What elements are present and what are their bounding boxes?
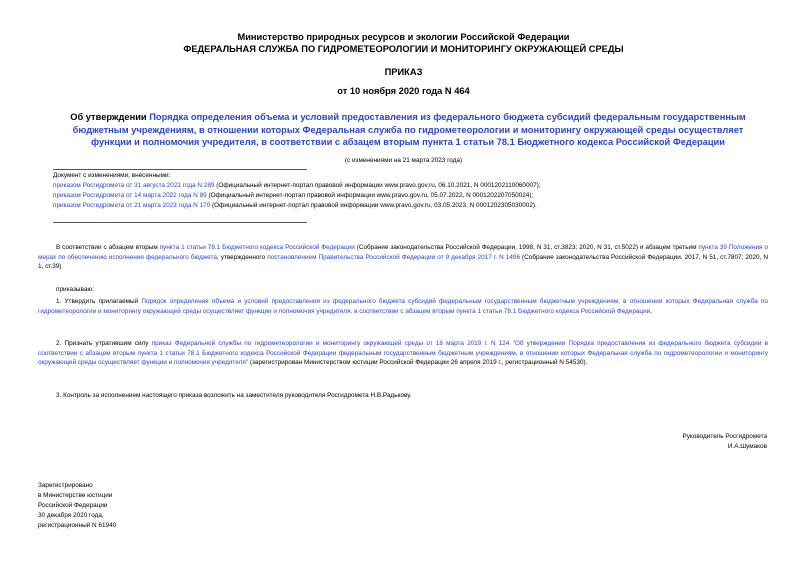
divider-top (53, 169, 307, 170)
registration-line: в Министерстве юстиции (38, 492, 113, 499)
preamble-text-1: В соответствии с абзацем вторым (56, 244, 160, 251)
preamble-link-budget-code[interactable]: пункта 1 статьи 78.1 Бюджетного кодекса Российской Федерации (159, 244, 355, 251)
signature-position: Руководитель Росгидромета (682, 433, 767, 440)
order-item-1 (38, 297, 768, 316)
document-date: от 10 ноября 2020 года N 464 (337, 86, 470, 96)
title-link[interactable]: Порядка определения объема и условий предоставления из федерального бюджета субсидий федеральным государственным бюджетным учреждениям, в отношении которых Федеральная служба по гидрометеорологии и мониторингу окружающей среды осуществляет функции и полномочия учредителя, в соответствии с абзацем вторым пункта 1 статьи 78.1 Бюджетного кодекса Российской Федерации (72, 112, 746, 147)
changes-heading: Документ с изменениями, внесенными: (53, 172, 171, 179)
revision-note: (с изменениями на 21 марта 2023 года) (344, 157, 463, 164)
order-item-2 (38, 339, 768, 368)
document-title (58, 111, 758, 149)
change-text-3: (Официальный интернет-портал правовой информации www.pravo.gov.ru, 03.05.2023, N 0001202305030002). (210, 202, 537, 209)
item2-link-order[interactable]: приказ Федеральной службы по гидрометеорологии и мониторингу окружающей среды от 18 марта 2019 г. N 124 "Об утверждении Порядка предоставления из федерального бюджета субсидии в соответствии с абзацем вторым пункта 1 статьи 78.1 Бюджетного кодекса Российской Федерации федеральным государственным бюджетным учреждениям, в отношении которых Федеральная служба по гидрометеорологии и мониторингу окружающей среды осуществляет функции и полномочия учредителя" (38, 340, 768, 367)
service-name: ФЕДЕРАЛЬНАЯ СЛУЖБА ПО ГИДРОМЕТЕОРОЛОГИИ И МОНИТОРИНГУ ОКРУЖАЮЩЕЙ СРЕДЫ (183, 44, 624, 54)
signature-block (682, 432, 767, 452)
item1-text-2: . (650, 307, 653, 315)
signature-name: И.А.Шумаков (727, 443, 767, 450)
changes-list (53, 171, 753, 211)
preamble-text-3: , утвержденного (216, 253, 268, 261)
change-text-2: (Официальный интернет-портал правовой информации www.pravo.gov.ru, 05.07.2022, N 0001202207050024); (206, 192, 534, 199)
registration-line: Российской Федерации (38, 502, 108, 509)
change-item (53, 201, 753, 211)
item1-text-1: 1. Утвердить прилагаемый (56, 298, 142, 305)
registration-line: Зарегистрировано (38, 482, 93, 489)
preamble-link-regulation[interactable]: пункта 39 Положения о мерах по обеспечению исполнения федерального бюджета (38, 244, 768, 261)
change-text-1: (Официальный интернет-портал правовой информации www.pravo.gov.ru, 06.10.2021, N 0001202110060007); (214, 182, 541, 189)
document-type: ПРИКАЗ (384, 67, 423, 77)
preamble-paragraph (38, 243, 768, 272)
item2-text-1: 2. Признать утратившим силу (56, 340, 152, 347)
order-item-3: 3. Контроль за исполнением настоящего приказа возложить на заместителя руководителя Росгидромета Н.В.Радькову. (56, 392, 412, 399)
change-link-2[interactable]: приказом Росгидромета от 14 марта 2022 года N 89 (53, 192, 207, 199)
title-prefix: Об утверждении (70, 112, 150, 122)
change-item (53, 191, 753, 201)
item1-link-procedure[interactable]: Порядок определения объема и условий предоставления из федерального бюджета субсидий федеральным государственным бюджетным учреждениям, в отношении которых Федеральная служба по гидрометеорологии и мониторингу окружающей среды осуществляет функции и полномочия учредителя, в соответствии с абзацем вторым пункта 1 статьи 78.1 Бюджетного кодекса Российской Федерации (38, 298, 768, 315)
change-link-3[interactable]: приказом Росгидромета от 21 марта 2023 года N 170 (53, 202, 211, 209)
item2-text-2: (зарегистрирован Министерством юстиции Российской Федерации 26 апреля 2019 г., регистрационный N 54530). (248, 359, 588, 367)
change-item (53, 181, 753, 191)
preamble-text-2: (Собрание законодательства Российской Федерации, 1998, N 31, ст.3823; 2020, N 31, ст.5022) и абзацем третьим (354, 244, 699, 251)
order-word: приказываю: (56, 286, 94, 293)
divider-bottom (53, 222, 307, 223)
registration-line: регистрационный N 61940 (38, 522, 117, 529)
preamble-text-4: (Собрание законодательства Российской Федерации, 2017, N 51, ст.7807; 2020, N 1, ст.39) (38, 253, 768, 271)
registration-block (38, 481, 116, 531)
ministry-name: Министерство природных ресурсов и экологии Российской Федерации (237, 32, 570, 42)
change-link-1[interactable]: приказом Росгидромета от 31 августа 2021 года N 289 (53, 182, 215, 189)
preamble-link-resolution[interactable]: постановлением Правительства Российской Федерации от 9 декабря 2017 г. N 1496 (267, 253, 520, 261)
registration-line: 30 декабря 2020 года, (38, 512, 104, 519)
